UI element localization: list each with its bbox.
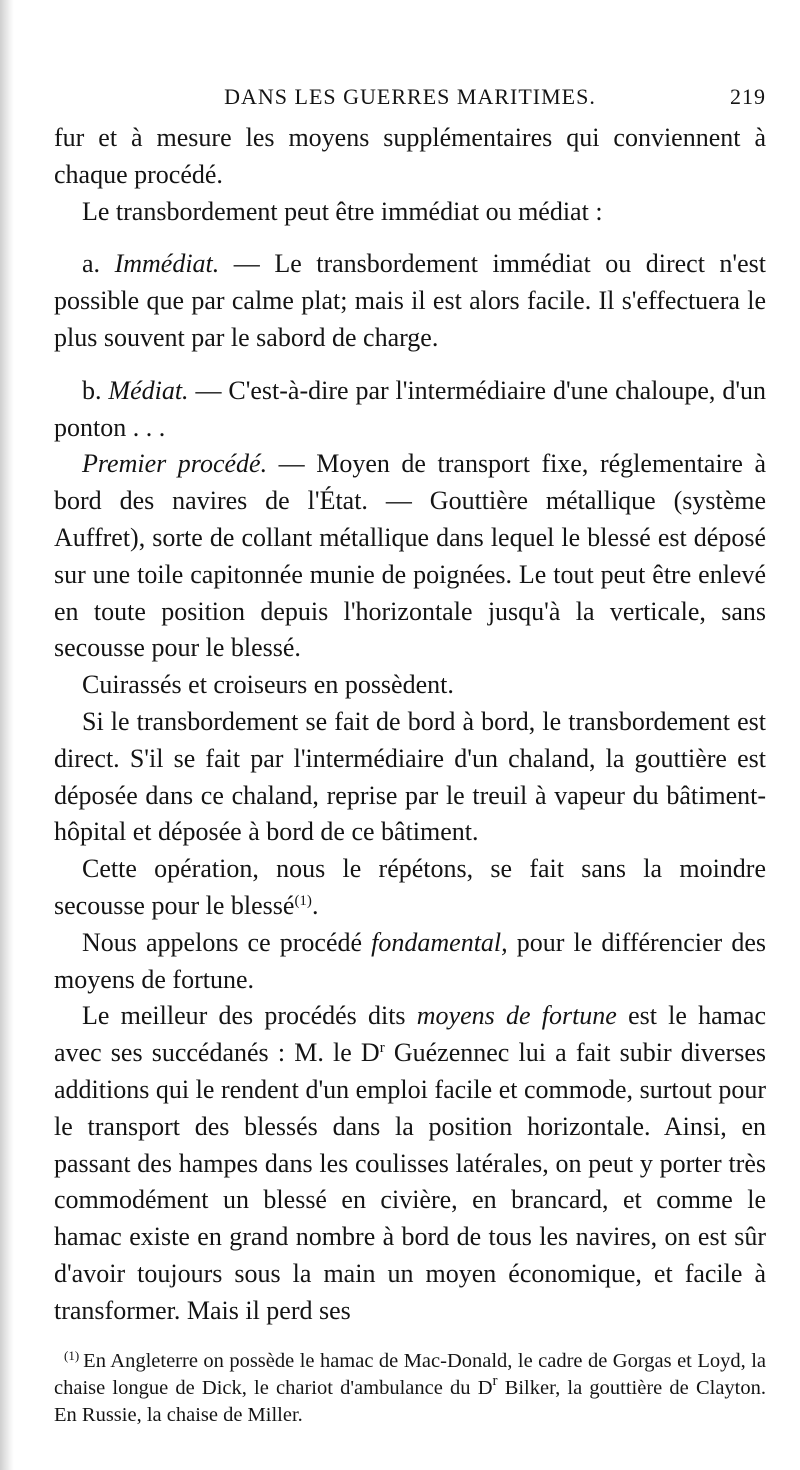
paragraph-intro: Le transbordement peut être immédiat ou médiat : [82,196,603,226]
footnote-block [54,1348,766,1429]
text-premier-procede: — Moyen de transport fixe, réglementaire à bord des navires de l'État. — Gouttière métallique (système Auffret), sorte de collant métallique dans lequel le blessé est déposé sur une toile capitonnée munie de poignées. Le tout peut être enlevé en toute position depuis l'horizontale jusqu'à la verticale, sans secousse pour le blessé. [54,449,766,663]
superscript-docteur: r [379,1040,385,1057]
paragraph-fondamental [54,925,766,999]
text-immediat: — Le transbordement immédiat ou direct n'est possible que par calme plat; mais il est alors facile. Il s'effectuera le plus souvent par le sabord de charge. [54,249,767,352]
heading-immediat: Immédiat. [114,249,220,279]
item-label-b: b. [82,375,102,405]
footnote-text-before: En Angleterre on possède le hamac de Mac-Donald, le cadre de Gorgas et Loyd, la chaise longue de Dick, le chariot d'ambulance du D [54,1349,766,1399]
paragraph-continuation: fur et à mesure les moyens supplémentaires qui conviennent à chaque procédé. [54,123,766,189]
footnote-text-after: Bilker, la gouttière de Clayton. En Russie, la chaise de Miller. [54,1376,766,1426]
paragraph-immediat [54,246,766,356]
text-mediat: — C'est-à-dire par l'intermédiaire d'une chaloupe, d'un ponton . . . [54,375,767,442]
running-header [54,80,766,120]
heading-premier-procede: Premier procédé. [82,449,268,479]
scan-edge-shadow [0,0,14,1470]
paragraph-operation [54,851,766,925]
page-body [54,120,766,1330]
emphasis-fondamental: fondamental, [371,927,508,957]
paragraph-mediat [54,373,766,447]
running-title: DANS LES GUERRES MARITIMES. [224,84,596,109]
paragraph-cuirasses: Cuirassés et croiseurs en possèdent. [82,670,454,700]
emphasis-moyens-de-fortune: moyens de fortune [416,1001,617,1031]
item-label-a: a. [82,249,101,279]
text-hamac-before: Le meilleur des procédés dits [82,1001,417,1031]
footnote-1 [54,1348,766,1429]
text-operation-end: . [311,890,319,920]
footnote-superscript-docteur: r [492,1372,498,1389]
text-hamac-after: Guézennec lui a fait subir diverses additions qui le rendent d'un emploi facile et commode, surtout pour le transport des blessés dans la position horizontale. Ainsi, en passant des hampes dans les coulisses latérales, on peut y porter très commodément un blessé en civière, en brancard, et comme le hamac existe en grand nombre à bord de tous les navires, on est sûr d'avoir toujours sous la main un moyen économique, et facile à transformer. Mais il perd ses [54,1038,766,1325]
paragraph-premier-procede [54,446,766,667]
footnote-marker: (1) [64,1347,80,1363]
text-operation: Cette opération, nous le répétons, se fait sans la moindre secousse pour le blessé [54,854,766,920]
page-number: 219 [730,84,766,109]
paragraph-hamac [54,998,766,1329]
text-hamac-mid: est le hamac avec ses succédanés : M. le D [54,1001,766,1068]
book-page [54,80,766,1429]
heading-mediat: Médiat. [108,375,189,405]
paragraph-transbordement: Si le transbordement se fait de bord à bord, le transbordement est direct. S'il se fait par l'intermédiaire d'un chaland, la gouttière est déposée dans ce chaland, reprise par le treuil à vapeur du bâtiment-hôpital et déposée à bord de ce bâtiment. [54,706,766,847]
text-fondamental-before: Nous appelons ce procédé [82,927,372,957]
footnote-reference: (1) [294,892,312,909]
text-fondamental-after: pour le différencier des moyens de fortune. [54,927,766,994]
